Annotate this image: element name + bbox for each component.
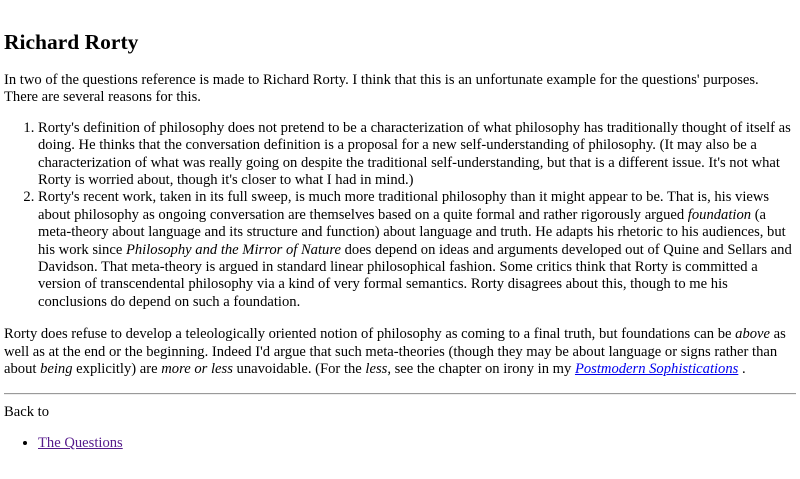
reasons-list [4,120,796,311]
reason-2-text: does depend on ideas and arguments developed out of Quine and Sellars and Davidson. That meta-theory is argued in standard linear philosophical fashion. Some critics think that Rorty is committed a version of transcendental philosophy via a kind of very formal semantics. Rorty disagrees about this, though to me his conclusions do depend on such a foundation. [38,241,792,310]
closing-emphasis-less: less [365,361,388,378]
reason-item-2 [38,189,796,311]
reason-2-emphasis-foundation: foundation [687,206,752,223]
closing-text: . [738,361,746,378]
closing-emphasis-being: being [40,361,73,378]
page [0,29,800,452]
closing-text: explicitly) are [72,361,162,378]
reason-item-1: 1. Rorty's definition of philosophy does not pretend to be a characterization of what philosophy has traditionally thought of itself as doing. He thinks that the conversation definition is a proposal for a new self-understanding of philosophy. (It may also be a characterization of what was really going on despite the traditional self-understanding, but that is a different issue. It's not what Rorty is worried about, though it's closer to what I had in mind.) [38,120,796,190]
link-text: Postmodern Sophistications [574,361,739,378]
closing-text: Rorty does refuse to develop a teleologically oriented notion of philosophy as coming to a final truth, but foundations can be [4,326,736,343]
closing-text: as well as at the end or the beginning. Indeed I'd argue that such meta-theories (though they may be about language or signs rather than about [4,326,786,378]
closing-text: unavoidable. (For the [232,361,366,378]
reason-2-text: Rorty's recent work, taken in its full sweep, is much more traditional philosophy than it might appear to be. That is, his views about philosophy as ongoing conversation are themselves based on a quite formal and rather rigorously argued [38,189,770,223]
intro-paragraph: In two of the questions reference is made to Richard Rorty. I think that this is an unfortunate example for the questions' purposes. There are several reasons for this. [4,72,759,106]
book-title-emphasis: Philosophy and the Mirror of Nature [125,241,341,258]
page-title: Richard Rorty [4,30,139,54]
closing-paragraph [4,326,796,378]
closing-emphasis-above: above [735,326,771,343]
reason-2-text: (a meta-theory about language and its structure and function) about language and truth. He adapts his rhetoric to his audiences, but his work since [38,206,786,258]
divider [4,393,796,395]
back-label: Back to [4,403,49,420]
closing-text: , see the chapter on irony in my [387,361,575,378]
closing-emphasis-more-or-less: more or less [161,361,233,378]
the-questions-link[interactable]: The Questions [38,434,123,451]
postmodern-sophistications-link[interactable] [575,361,738,377]
